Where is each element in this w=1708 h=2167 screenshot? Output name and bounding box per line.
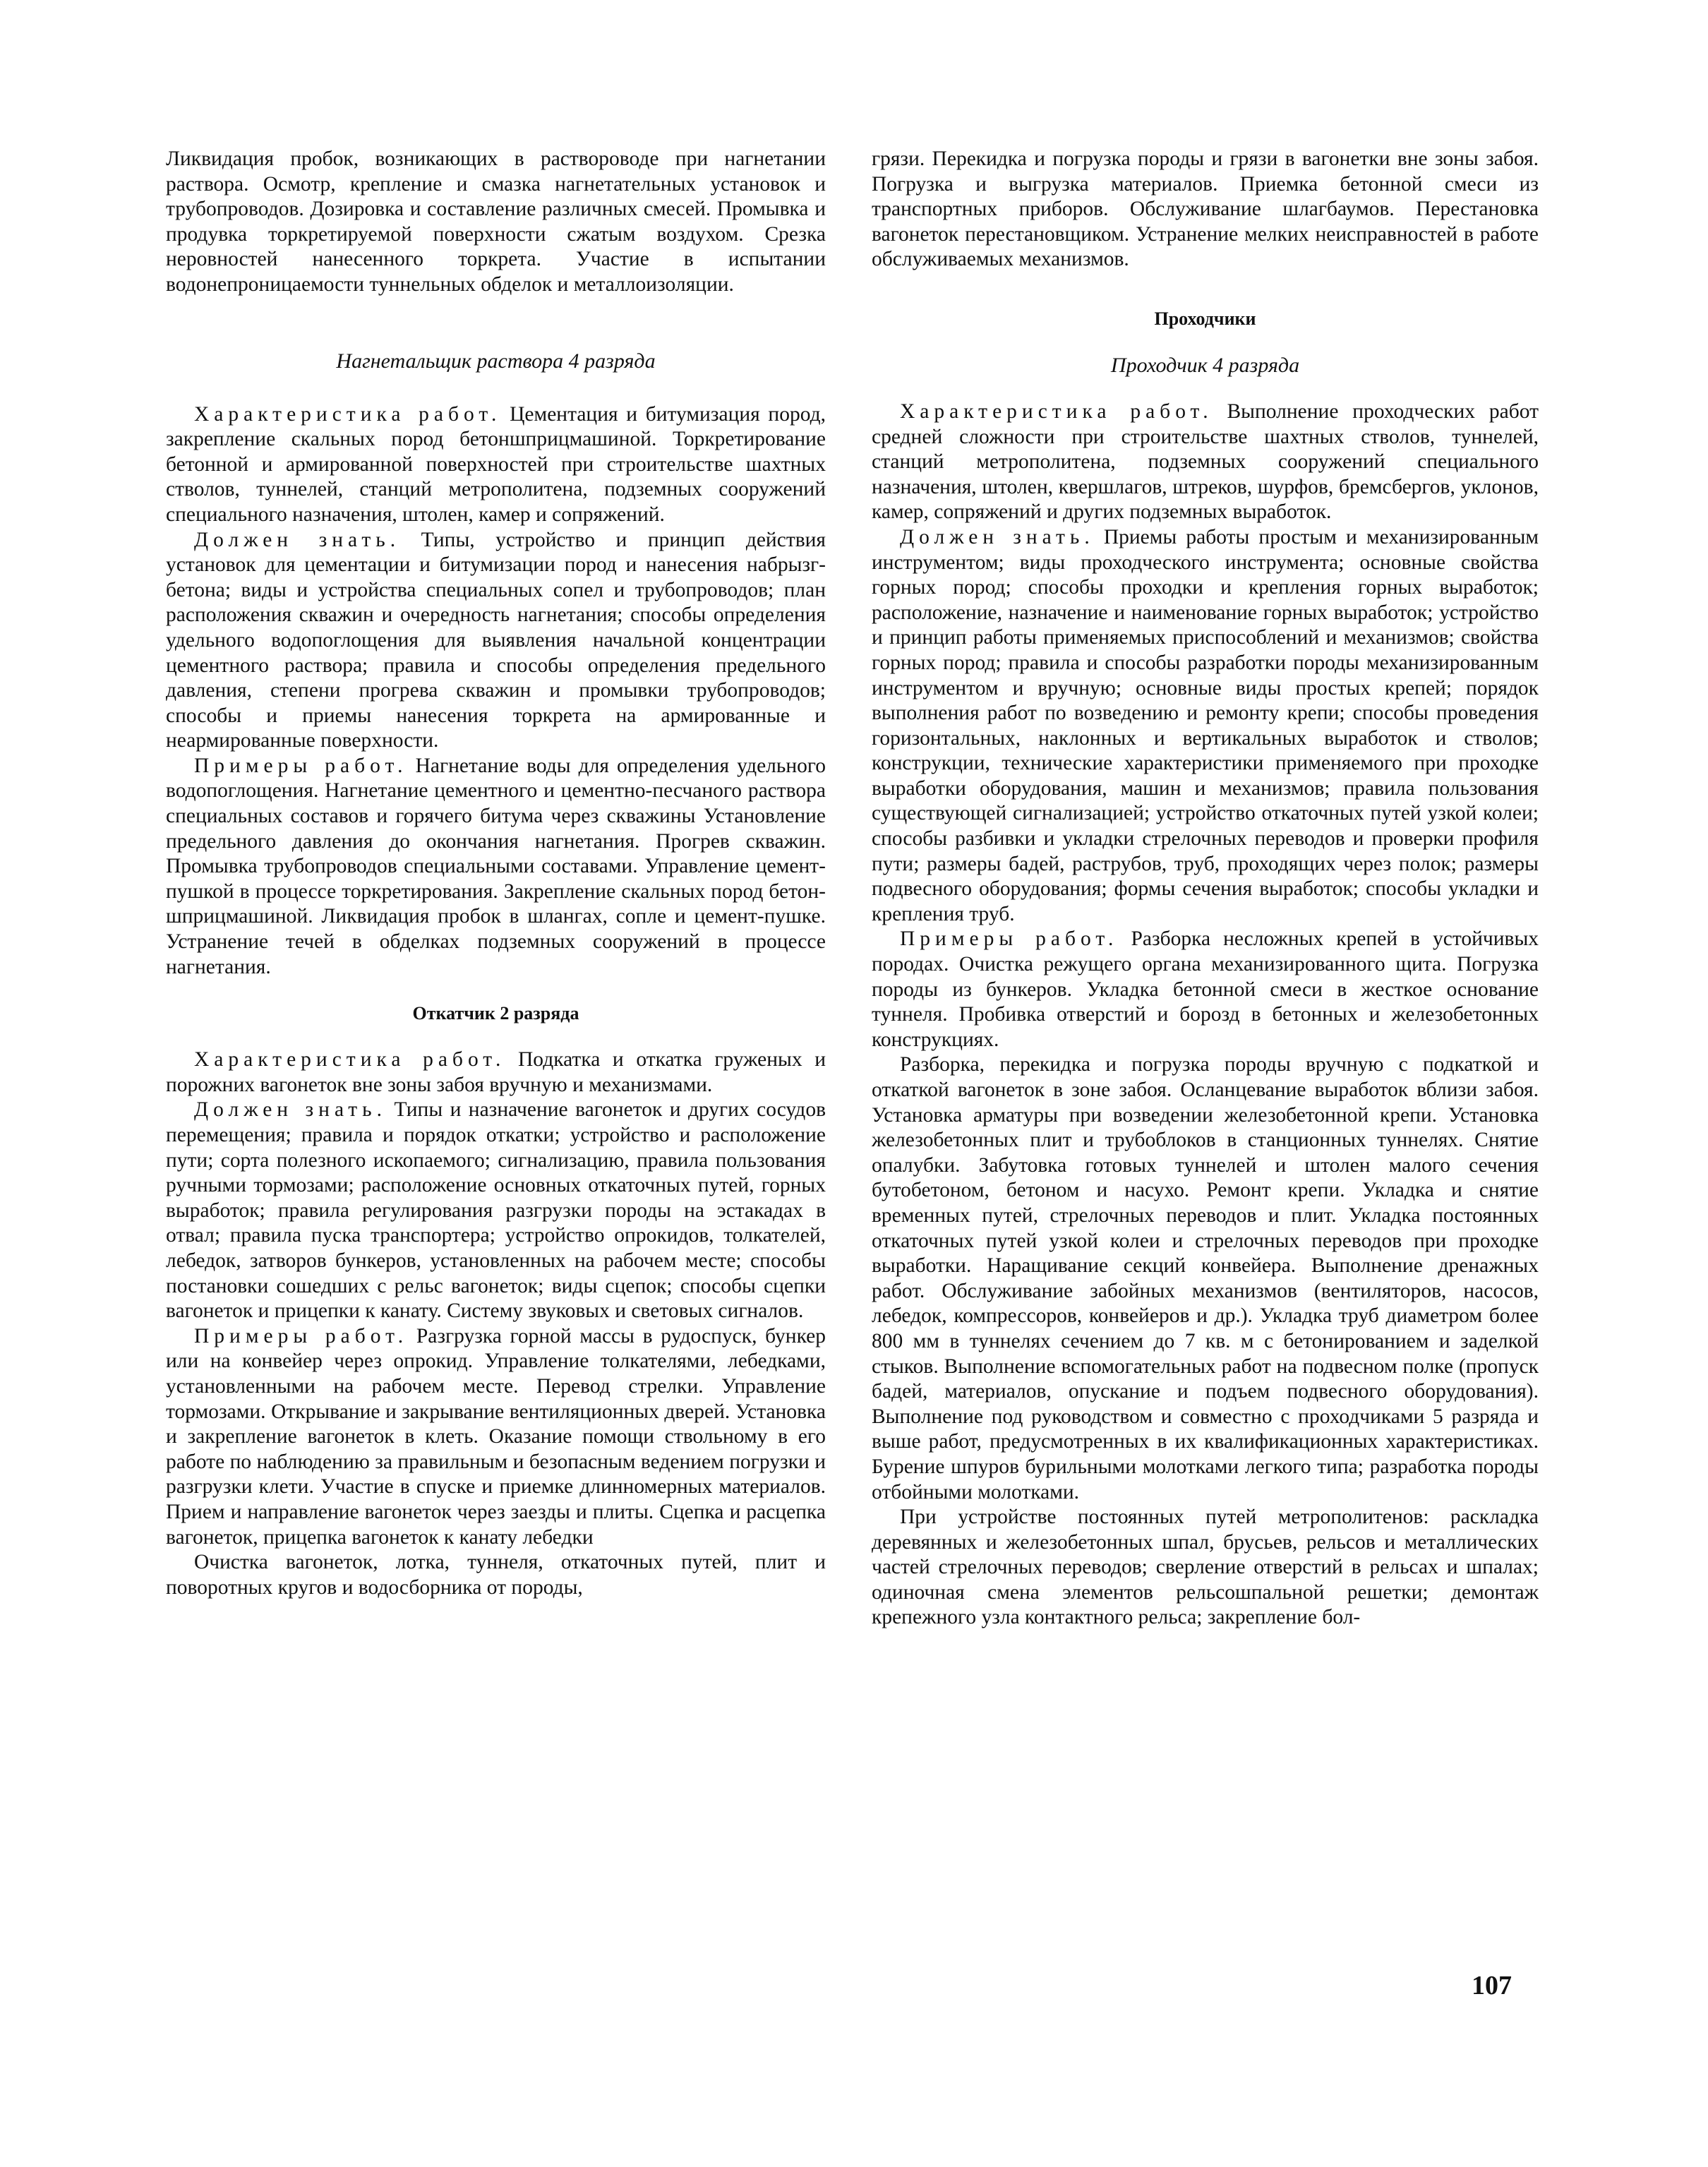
heading-prohodchik-4: Проходчик 4 разряда bbox=[1110, 353, 1300, 377]
paragraph-examples: Примеры работ. Разборка несложных крепей в устойчивых породах. Очистка режущего органа механизированного щита. Погрузка породы из бункеров. Укладка бетонной смеси в жесткое основание туннеля. Пробивка отверстий и борозд в бетонных и железобетонных конструкциях. bbox=[872, 928, 1539, 1051]
label-examples: Примеры работ. bbox=[194, 1324, 409, 1347]
label-characteristic: Характеристика работ. bbox=[194, 1048, 506, 1072]
paragraph-must-know: Должен знать. Типы, устройство и принцип действия установок для цементации и битумизации пород и нанесения набрызг-бетона; виды и устройства специальных сопел и трубопроводов; план расположения скважин и очередность нагнетания; способы определения удельного водопоглощения для выявления начальной концентрации цементного раствора; правила и способы определения предельного давления, степени прогрева скважин и промывки трубопроводов; способы и приемы нанесения торкрета на армированные и неармированные поверхности. bbox=[166, 528, 826, 752]
label-must-know: Должен знать. bbox=[900, 525, 1095, 548]
paragraph-examples-continued: Разборка, перекидка и погрузка породы вручную с подкаткой и откаткой вагонеток в зоне забоя. Осланцевание выработок вблизи забоя. Установка арматуры при возведении железобетонной крепи. Установка железобетонных плит и трубоблоков в станционных туннелях. Снятие опалубки. Забутовка готовых туннелей и штолен малого сечения бутобетоном, бетоном и насухо. Ремонт крепи. Укладка и снятие временных путей, стрелочных переводов и плит. Укладка постоянных откаточных путей узкой колеи и стрелочных переводов при проходке выработки. Наращивание секций конвейера. Выполнение дренажных работ. Обслуживание забойных механизмов (вентиляторов, насосов, лебедок, компрессоров, конвейеров и др.). Укладка труб диаметром более 800 мм в туннелях сечением до 7 кв. м с бетонированием и заделкой стыков. Выполнение вспомогательных работ на подвесном полке (пропуск бадей, материалов, опускание и подъем подвесного оборудования). Выполнение под руководством и совместно с проходчиками 5 разряда и выше работ, предусмотренных в их квалификационных характеристиках. Бурение шпуров бурильными молотками легкого типа; разработка породы отбойными молотками. bbox=[872, 1053, 1539, 1503]
label-characteristic: Характеристика работ. bbox=[194, 402, 502, 426]
paragraph-characteristic: Характеристика работ. Выполнение проходческих работ средней сложности при строительстве шахтных стволов, туннелей, станций метрополитена, подземных сооружений специального назначения, штолен, квершлагов, штреков, шурфов, бремсбергов, уклонов, камер, сопряжений и других подземных выработок. bbox=[872, 400, 1539, 524]
right-column bbox=[872, 147, 1539, 1631]
left-column bbox=[166, 147, 826, 1600]
label-must-know: Должен знать. bbox=[194, 1098, 387, 1122]
paragraph-characteristic: Характеристика работ. Подкатка и откатка груженых и порожних вагонеток вне зоны забоя вручную и механизмами. bbox=[166, 1048, 826, 1096]
paragraph-must-know: Должен знать. Типы и назначение вагонеток и других сосудов перемещения; правила и порядок откатки; устройство и расположение пути; сорта полезного ископаемого; сигнализацию, правила пользования ручными тормозами; расположение основных откаточных путей, горных выработок; правила регулирования разгрузки породы на эстакадах в отвал; правила пуска транспортера; устройство опрокидов, толкателей, лебедок, затворов бункеров, установленных на рабочем месте; способы постановки сошедших с рельс вагонеток; виды сцепок; способы сцепки вагонеток и прицепки к канату. Систему звуковых и световых сигналов. bbox=[166, 1098, 826, 1323]
label-examples: Примеры работ. bbox=[194, 754, 408, 777]
paragraph-continuation: Ликвидация пробок, возникающих в раствороводе при нагнетании раствора. Осмотр, крепление и смазка нагнетательных установок и трубопроводов. Дозировка и составление различных смесей. Промывка и продувка торкретируемой поверхности сжатым воздухом. Срезка неровностей нанесенного торкрета. Участие в испытании водонепроницаемости туннельных обделок и металлоизоляции. bbox=[166, 148, 826, 296]
paragraph-examples: Примеры работ. Разгрузка горной массы в рудоспуск, бункер или на конвейер через опрокид. Управление толкателями, лебедками, установленными на рабочем месте. Перевод стрелки. Управление тормозами. Открывание и закрывание вентиляционных дверей. Установка и закрепление вагонеток в клеть. Оказание помощи ствольному в его работе по наблюдению за правильным и безопасным ведением погрузки и разгрузки клети. Участие в спуске и приемке длинномерных материалов. Прием и направление вагонеток через заезды и плиты. Сцепка и расцепка вагонеток, прицепка вагонеток к канату лебедки bbox=[166, 1324, 826, 1549]
label-must-know: Должен знать. bbox=[194, 528, 401, 551]
label-characteristic: Характеристика работ. bbox=[900, 400, 1213, 423]
paragraph-continuation: грязи. Перекидка и погрузка породы и грязи в вагонетки вне зоны забоя. Погрузка и выгрузка материалов. Приемка бетонной смеси из транспортных приборов. Обслуживание шлагбаумов. Перестановка вагонеток перестановщиком. Устранение мелких неисправностей в работе обслуживаемых механизмов. bbox=[872, 148, 1539, 271]
label-examples: Примеры работ. bbox=[900, 928, 1119, 951]
heading-prohodchiki: Проходчики bbox=[1154, 308, 1256, 329]
heading-nagnetalshchik-4: Нагнетальщик раствора 4 разряда bbox=[336, 349, 656, 373]
page-number: 107 bbox=[1472, 1971, 1512, 2000]
paragraph-must-know: Должен знать. Приемы работы простым и механизированным инструментом; виды проходческого инструмента; основные свойства горных пород; способы проходки и крепления горных выработок; расположение, назначение и наименование горных выработок; устройство и принцип работы применяемых приспособлений и механизмов; свойства горных пород; правила и способы разработки породы механизированным инструментом и вручную; основные виды простых крепей; порядок выполнения работ по возведению и ремонту крепи; способы проведения горизонтальных, наклонных и вертикальных выработок и стволов; конструкции, технические характеристики применяемого при проходке выработки оборудования, машин и механизмов; правила пользования существующей сигнализацией; устройство откаточных путей узкой колеи; способы разбивки и укладки стрелочных переводов и проверки профиля пути; размеры бадей, раструбов, труб, проходящих через полок; размеры подвесного оборудования; формы сечения выработок; способы укладки и крепления труб. bbox=[872, 525, 1539, 925]
paragraph-examples: Примеры работ. Нагнетание воды для определения удельного водопоглощения. Нагнетание цементного и цементно-песчаного раствора специальных составов и горячего битума через скважины Установление предельного давления до окончания нагнетания. Прогрев скважин. Промывка трубопроводов специальными составами. Управление цемент-пушкой в процессе торкретирования. Закрепление скальных пород бетон-шприцмашиной. Ликвидация пробок в шлангах, сопле и цемент-пушке. Устранение течей в обделках подземных сооружений в процессе нагнетания. bbox=[166, 754, 826, 978]
paragraph-examples-continued: Очистка вагонеток, лотка, туннеля, откаточных путей, плит и поворотных кругов и водосборника от породы, bbox=[166, 1551, 826, 1599]
paragraph-characteristic: Характеристика работ. Цементация и битумизация пород, закрепление скальных пород бетоншприцмашиной. Торкретирование бетонной и армированной поверхностей при строительстве шахтных стволов, туннелей, станций метрополитена, подземных сооружений специального назначения, штолен, камер и сопряжений. bbox=[166, 402, 826, 526]
heading-otkatchik-2: Откатчик 2 разряда bbox=[412, 1003, 579, 1024]
paragraph-metro-tracks: При устройстве постоянных путей метрополитенов: раскладка деревянных и железобетонных шпал, брусьев, рельсов и металлических частей стрелочных переводов; сверление отверстий в рельсах и шпалах; одиночная смена элементов рельсошпальной решетки; демонтаж крепежного узла контактного рельса; закрепление бол- bbox=[872, 1506, 1539, 1629]
